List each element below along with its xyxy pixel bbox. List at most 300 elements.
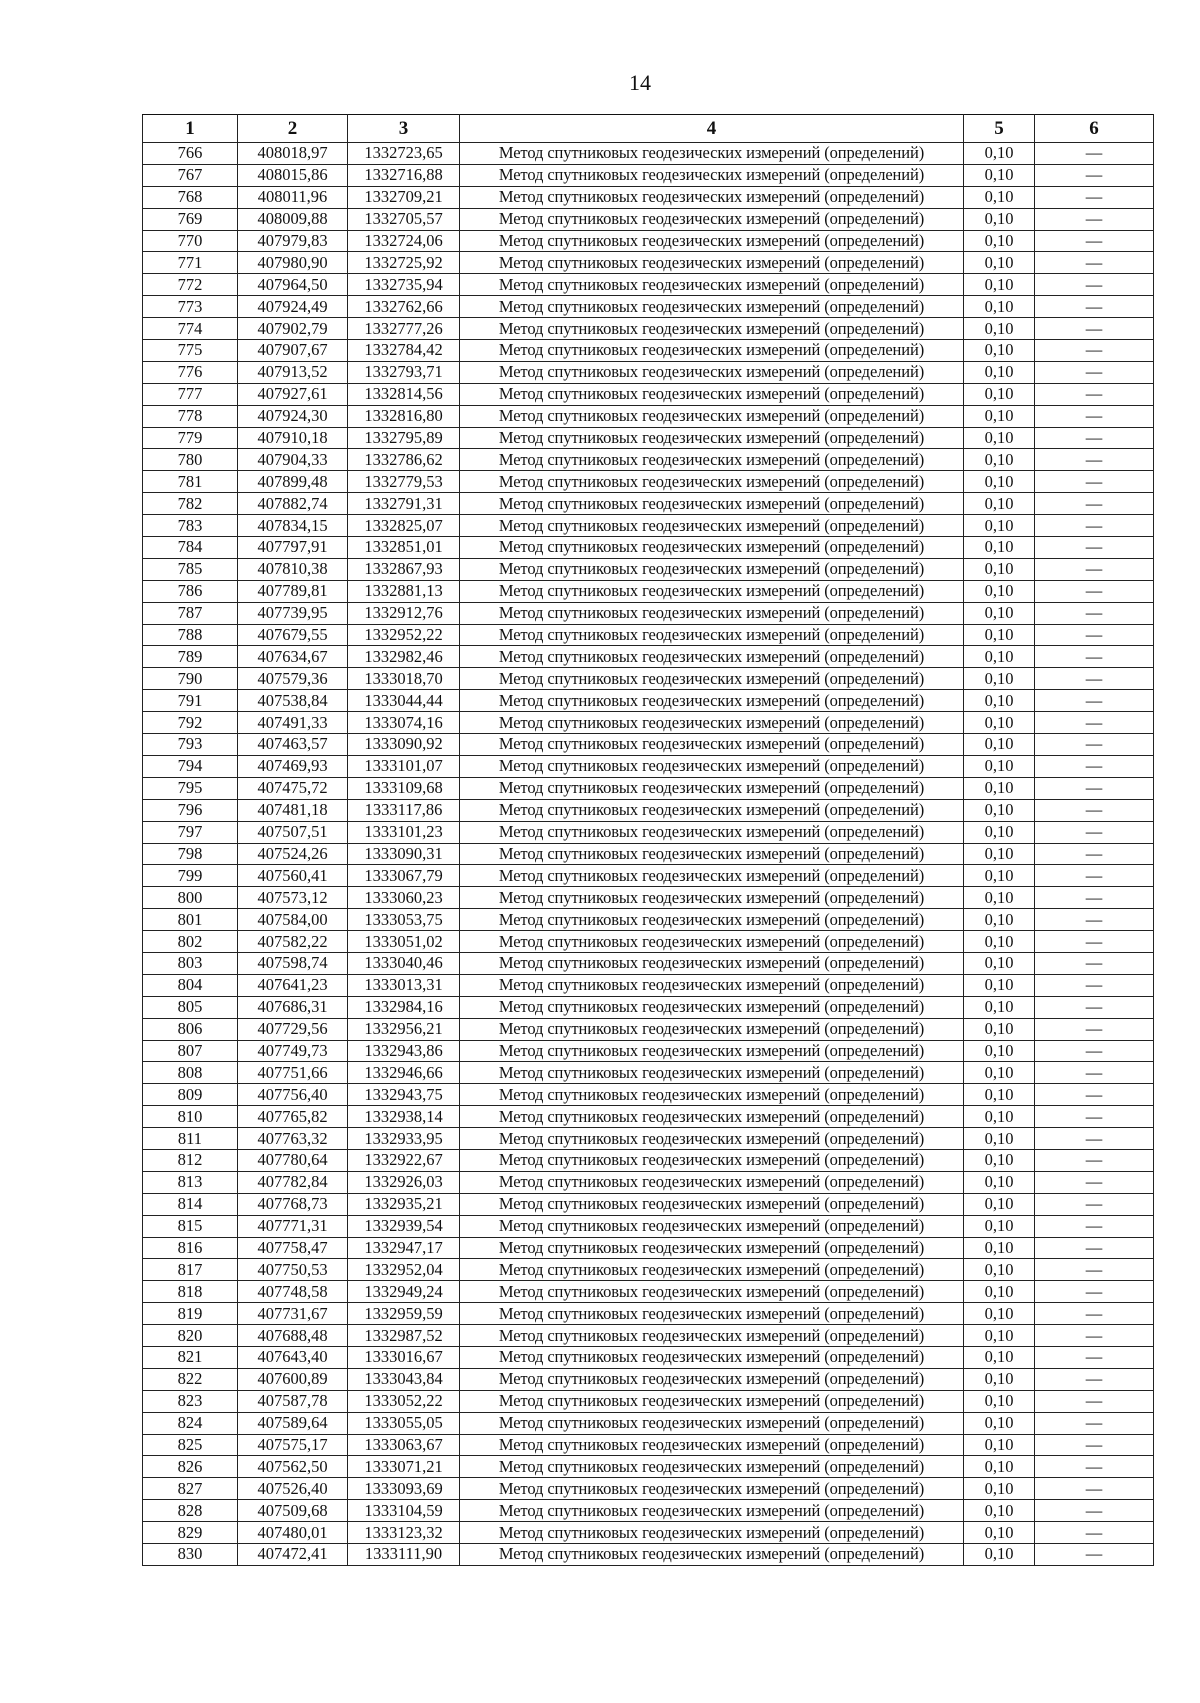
point-number-cell: 799: [143, 865, 238, 887]
accuracy-cell: 0,10: [964, 1259, 1035, 1281]
table-row: [143, 361, 1154, 383]
header-col-1: 1: [143, 115, 238, 143]
x-coordinate-cell: 407904,33: [238, 449, 348, 471]
y-coordinate-cell: 1332735,94: [348, 274, 460, 296]
y-coordinate-cell: 1333060,23: [348, 887, 460, 909]
y-coordinate-cell: 1332716,88: [348, 164, 460, 186]
method-cell: Метод спутниковых геодезических измерений (определений): [460, 1434, 964, 1456]
x-coordinate-cell: 407562,50: [238, 1456, 348, 1478]
method-cell: Метод спутниковых геодезических измерений (определений): [460, 690, 964, 712]
accuracy-cell: 0,10: [964, 843, 1035, 865]
y-coordinate-cell: 1332816,80: [348, 405, 460, 427]
point-number-cell: 786: [143, 580, 238, 602]
x-coordinate-cell: 407924,30: [238, 405, 348, 427]
accuracy-cell: 0,10: [964, 734, 1035, 756]
table-row: [143, 1522, 1154, 1544]
table-row: [143, 164, 1154, 186]
method-cell: Метод спутниковых геодезических измерений (определений): [460, 1149, 964, 1171]
accuracy-cell: 0,10: [964, 1500, 1035, 1522]
accuracy-cell: 0,10: [964, 340, 1035, 362]
y-coordinate-cell: 1332777,26: [348, 318, 460, 340]
y-coordinate-cell: 1333111,90: [348, 1544, 460, 1566]
point-number-cell: 806: [143, 1018, 238, 1040]
note-cell: —: [1035, 186, 1154, 208]
table-row: [143, 471, 1154, 493]
note-cell: —: [1035, 602, 1154, 624]
note-cell: —: [1035, 1062, 1154, 1084]
note-cell: —: [1035, 164, 1154, 186]
y-coordinate-cell: 1332947,17: [348, 1237, 460, 1259]
note-cell: —: [1035, 296, 1154, 318]
x-coordinate-cell: 407587,78: [238, 1390, 348, 1412]
method-cell: Метод спутниковых геодезических измерений (определений): [460, 646, 964, 668]
point-number-cell: 810: [143, 1106, 238, 1128]
x-coordinate-cell: 407463,57: [238, 734, 348, 756]
accuracy-cell: 0,10: [964, 515, 1035, 537]
method-cell: Метод спутниковых геодезических измерений (определений): [460, 1303, 964, 1325]
table-row: [143, 1215, 1154, 1237]
note-cell: —: [1035, 405, 1154, 427]
x-coordinate-cell: 407686,31: [238, 996, 348, 1018]
method-cell: Метод спутниковых геодезических измерений (определений): [460, 843, 964, 865]
accuracy-cell: 0,10: [964, 427, 1035, 449]
accuracy-cell: 0,10: [964, 755, 1035, 777]
table-row: [143, 887, 1154, 909]
x-coordinate-cell: 408015,86: [238, 164, 348, 186]
method-cell: Метод спутниковых геодезических измерений (определений): [460, 865, 964, 887]
table-row: [143, 996, 1154, 1018]
method-cell: Метод спутниковых геодезических измерений (определений): [460, 974, 964, 996]
table-row: [143, 931, 1154, 953]
table-row: [143, 558, 1154, 580]
accuracy-cell: 0,10: [964, 1412, 1035, 1434]
table-row: [143, 646, 1154, 668]
y-coordinate-cell: 1332982,46: [348, 646, 460, 668]
method-cell: Метод спутниковых геодезических измерений (определений): [460, 471, 964, 493]
table-row: [143, 1544, 1154, 1566]
accuracy-cell: 0,10: [964, 777, 1035, 799]
y-coordinate-cell: 1333040,46: [348, 952, 460, 974]
x-coordinate-cell: 407765,82: [238, 1106, 348, 1128]
x-coordinate-cell: 407750,53: [238, 1259, 348, 1281]
method-cell: Метод спутниковых геодезических измерений (определений): [460, 318, 964, 340]
table-row: [143, 952, 1154, 974]
y-coordinate-cell: 1332795,89: [348, 427, 460, 449]
point-number-cell: 824: [143, 1412, 238, 1434]
method-cell: Метод спутниковых геодезических измерений (определений): [460, 383, 964, 405]
method-cell: Метод спутниковых геодезических измерений (определений): [460, 274, 964, 296]
note-cell: —: [1035, 580, 1154, 602]
y-coordinate-cell: 1332762,66: [348, 296, 460, 318]
table-header: [143, 115, 1154, 143]
header-row: [143, 115, 1154, 143]
point-number-cell: 830: [143, 1544, 238, 1566]
accuracy-cell: 0,10: [964, 143, 1035, 165]
table-row: [143, 427, 1154, 449]
y-coordinate-cell: 1333090,31: [348, 843, 460, 865]
x-coordinate-cell: 407780,64: [238, 1149, 348, 1171]
x-coordinate-cell: 407491,33: [238, 712, 348, 734]
table-row: [143, 449, 1154, 471]
note-cell: —: [1035, 252, 1154, 274]
point-number-cell: 796: [143, 799, 238, 821]
point-number-cell: 807: [143, 1040, 238, 1062]
point-number-cell: 794: [143, 755, 238, 777]
x-coordinate-cell: 407913,52: [238, 361, 348, 383]
note-cell: —: [1035, 1456, 1154, 1478]
x-coordinate-cell: 407797,91: [238, 537, 348, 559]
method-cell: Метод спутниковых геодезических измерений (определений): [460, 449, 964, 471]
point-number-cell: 785: [143, 558, 238, 580]
point-number-cell: 809: [143, 1084, 238, 1106]
method-cell: Метод спутниковых геодезических измерений (определений): [460, 668, 964, 690]
point-number-cell: 798: [143, 843, 238, 865]
coordinates-table: [142, 114, 1154, 1566]
point-number-cell: 805: [143, 996, 238, 1018]
table-row: [143, 777, 1154, 799]
accuracy-cell: 0,10: [964, 1281, 1035, 1303]
y-coordinate-cell: 1333051,02: [348, 931, 460, 953]
table-row: [143, 1193, 1154, 1215]
method-cell: Метод спутниковых геодезических измерений (определений): [460, 493, 964, 515]
point-number-cell: 781: [143, 471, 238, 493]
point-number-cell: 777: [143, 383, 238, 405]
x-coordinate-cell: 407763,32: [238, 1128, 348, 1150]
x-coordinate-cell: 407907,67: [238, 340, 348, 362]
x-coordinate-cell: 407472,41: [238, 1544, 348, 1566]
table-row: [143, 865, 1154, 887]
table-row: [143, 493, 1154, 515]
note-cell: —: [1035, 1281, 1154, 1303]
point-number-cell: 779: [143, 427, 238, 449]
y-coordinate-cell: 1332723,65: [348, 143, 460, 165]
note-cell: —: [1035, 1500, 1154, 1522]
table-row: [143, 230, 1154, 252]
table-row: [143, 580, 1154, 602]
note-cell: —: [1035, 1128, 1154, 1150]
note-cell: —: [1035, 1106, 1154, 1128]
accuracy-cell: 0,10: [964, 296, 1035, 318]
x-coordinate-cell: 407582,22: [238, 931, 348, 953]
table-row: [143, 1412, 1154, 1434]
note-cell: —: [1035, 668, 1154, 690]
point-number-cell: 771: [143, 252, 238, 274]
point-number-cell: 820: [143, 1325, 238, 1347]
accuracy-cell: 0,10: [964, 1325, 1035, 1347]
point-number-cell: 828: [143, 1500, 238, 1522]
x-coordinate-cell: 407469,93: [238, 755, 348, 777]
x-coordinate-cell: 407748,58: [238, 1281, 348, 1303]
x-coordinate-cell: 408018,97: [238, 143, 348, 165]
method-cell: Метод спутниковых геодезических измерений (определений): [460, 887, 964, 909]
note-cell: —: [1035, 1346, 1154, 1368]
y-coordinate-cell: 1333013,31: [348, 974, 460, 996]
point-number-cell: 782: [143, 493, 238, 515]
y-coordinate-cell: 1333053,75: [348, 909, 460, 931]
method-cell: Метод спутниковых геодезических измерений (определений): [460, 734, 964, 756]
table-row: [143, 1106, 1154, 1128]
table-row: [143, 1149, 1154, 1171]
point-number-cell: 826: [143, 1456, 238, 1478]
method-cell: Метод спутниковых геодезических измерений (определений): [460, 821, 964, 843]
table-row: [143, 734, 1154, 756]
point-number-cell: 780: [143, 449, 238, 471]
accuracy-cell: 0,10: [964, 208, 1035, 230]
note-cell: —: [1035, 1040, 1154, 1062]
note-cell: —: [1035, 427, 1154, 449]
table-row: [143, 1281, 1154, 1303]
method-cell: Метод спутниковых геодезических измерений (определений): [460, 1412, 964, 1434]
y-coordinate-cell: 1332949,24: [348, 1281, 460, 1303]
method-cell: Метод спутниковых геодезических измерений (определений): [460, 515, 964, 537]
y-coordinate-cell: 1332867,93: [348, 558, 460, 580]
table-row: [143, 1259, 1154, 1281]
method-cell: Метод спутниковых геодезических измерений (определений): [460, 1084, 964, 1106]
x-coordinate-cell: 407924,49: [238, 296, 348, 318]
header-col-5: 5: [964, 115, 1035, 143]
y-coordinate-cell: 1333043,84: [348, 1368, 460, 1390]
x-coordinate-cell: 407979,83: [238, 230, 348, 252]
method-cell: Метод спутниковых геодезических измерений (определений): [460, 1237, 964, 1259]
accuracy-cell: 0,10: [964, 1149, 1035, 1171]
y-coordinate-cell: 1333074,16: [348, 712, 460, 734]
table-row: [143, 537, 1154, 559]
y-coordinate-cell: 1333067,79: [348, 865, 460, 887]
table-row: [143, 383, 1154, 405]
y-coordinate-cell: 1333093,69: [348, 1478, 460, 1500]
accuracy-cell: 0,10: [964, 252, 1035, 274]
method-cell: Метод спутниковых геодезических измерений (определений): [460, 909, 964, 931]
y-coordinate-cell: 1332709,21: [348, 186, 460, 208]
method-cell: Метод спутниковых геодезических измерений (определений): [460, 1281, 964, 1303]
point-number-cell: 791: [143, 690, 238, 712]
method-cell: Метод спутниковых геодезических измерений (определений): [460, 712, 964, 734]
note-cell: —: [1035, 537, 1154, 559]
x-coordinate-cell: 407688,48: [238, 1325, 348, 1347]
y-coordinate-cell: 1332959,59: [348, 1303, 460, 1325]
x-coordinate-cell: 407526,40: [238, 1478, 348, 1500]
point-number-cell: 787: [143, 602, 238, 624]
y-coordinate-cell: 1332825,07: [348, 515, 460, 537]
x-coordinate-cell: 407579,36: [238, 668, 348, 690]
accuracy-cell: 0,10: [964, 821, 1035, 843]
note-cell: —: [1035, 558, 1154, 580]
header-col-2: 2: [238, 115, 348, 143]
note-cell: —: [1035, 340, 1154, 362]
accuracy-cell: 0,10: [964, 580, 1035, 602]
accuracy-cell: 0,10: [964, 361, 1035, 383]
y-coordinate-cell: 1333052,22: [348, 1390, 460, 1412]
table-row: [143, 668, 1154, 690]
note-cell: —: [1035, 865, 1154, 887]
method-cell: Метод спутниковых геодезических измерений (определений): [460, 1040, 964, 1062]
table-row: [143, 1434, 1154, 1456]
x-coordinate-cell: 407731,67: [238, 1303, 348, 1325]
x-coordinate-cell: 407739,95: [238, 602, 348, 624]
point-number-cell: 823: [143, 1390, 238, 1412]
y-coordinate-cell: 1333071,21: [348, 1456, 460, 1478]
x-coordinate-cell: 407758,47: [238, 1237, 348, 1259]
point-number-cell: 814: [143, 1193, 238, 1215]
method-cell: Метод спутниковых геодезических измерений (определений): [460, 602, 964, 624]
table-row: [143, 799, 1154, 821]
y-coordinate-cell: 1332939,54: [348, 1215, 460, 1237]
method-cell: Метод спутниковых геодезических измерений (определений): [460, 296, 964, 318]
y-coordinate-cell: 1332938,14: [348, 1106, 460, 1128]
accuracy-cell: 0,10: [964, 230, 1035, 252]
accuracy-cell: 0,10: [964, 646, 1035, 668]
x-coordinate-cell: 407751,66: [238, 1062, 348, 1084]
method-cell: Метод спутниковых геодезических измерений (определений): [460, 624, 964, 646]
table-row: [143, 1018, 1154, 1040]
table-row: [143, 690, 1154, 712]
y-coordinate-cell: 1332922,67: [348, 1149, 460, 1171]
x-coordinate-cell: 407789,81: [238, 580, 348, 602]
accuracy-cell: 0,10: [964, 996, 1035, 1018]
x-coordinate-cell: 407964,50: [238, 274, 348, 296]
x-coordinate-cell: 407560,41: [238, 865, 348, 887]
note-cell: —: [1035, 1478, 1154, 1500]
method-cell: Метод спутниковых геодезических измерений (определений): [460, 1544, 964, 1566]
table-row: [143, 974, 1154, 996]
x-coordinate-cell: 407643,40: [238, 1346, 348, 1368]
x-coordinate-cell: 407507,51: [238, 821, 348, 843]
y-coordinate-cell: 1332793,71: [348, 361, 460, 383]
header-col-4: 4: [460, 115, 964, 143]
note-cell: —: [1035, 318, 1154, 340]
method-cell: Метод спутниковых геодезических измерений (определений): [460, 186, 964, 208]
y-coordinate-cell: 1332987,52: [348, 1325, 460, 1347]
table-row: [143, 821, 1154, 843]
method-cell: Метод спутниковых геодезических измерений (определений): [460, 1478, 964, 1500]
y-coordinate-cell: 1333123,32: [348, 1522, 460, 1544]
accuracy-cell: 0,10: [964, 558, 1035, 580]
y-coordinate-cell: 1332946,66: [348, 1062, 460, 1084]
accuracy-cell: 0,10: [964, 887, 1035, 909]
table-row: [143, 274, 1154, 296]
note-cell: —: [1035, 821, 1154, 843]
accuracy-cell: 0,10: [964, 1106, 1035, 1128]
x-coordinate-cell: 407480,01: [238, 1522, 348, 1544]
accuracy-cell: 0,10: [964, 1303, 1035, 1325]
method-cell: Метод спутниковых геодезических измерений (определений): [460, 1346, 964, 1368]
table-row: [143, 843, 1154, 865]
method-cell: Метод спутниковых геодезических измерений (определений): [460, 996, 964, 1018]
table-row: [143, 1084, 1154, 1106]
method-cell: Метод спутниковых геодезических измерений (определений): [460, 361, 964, 383]
x-coordinate-cell: 407729,56: [238, 1018, 348, 1040]
x-coordinate-cell: 408009,88: [238, 208, 348, 230]
note-cell: —: [1035, 1084, 1154, 1106]
table-row: [143, 755, 1154, 777]
method-cell: Метод спутниковых геодезических измерений (определений): [460, 164, 964, 186]
accuracy-cell: 0,10: [964, 1128, 1035, 1150]
x-coordinate-cell: 407899,48: [238, 471, 348, 493]
note-cell: —: [1035, 1018, 1154, 1040]
x-coordinate-cell: 407538,84: [238, 690, 348, 712]
y-coordinate-cell: 1332952,04: [348, 1259, 460, 1281]
note-cell: —: [1035, 515, 1154, 537]
note-cell: —: [1035, 712, 1154, 734]
note-cell: —: [1035, 646, 1154, 668]
note-cell: —: [1035, 1193, 1154, 1215]
point-number-cell: 778: [143, 405, 238, 427]
note-cell: —: [1035, 493, 1154, 515]
method-cell: Метод спутниковых геодезических измерений (определений): [460, 1456, 964, 1478]
method-cell: Метод спутниковых геодезических измерений (определений): [460, 340, 964, 362]
point-number-cell: 817: [143, 1259, 238, 1281]
x-coordinate-cell: 407481,18: [238, 799, 348, 821]
y-coordinate-cell: 1332705,57: [348, 208, 460, 230]
note-cell: —: [1035, 843, 1154, 865]
y-coordinate-cell: 1332791,31: [348, 493, 460, 515]
point-number-cell: 816: [143, 1237, 238, 1259]
accuracy-cell: 0,10: [964, 186, 1035, 208]
note-cell: —: [1035, 1390, 1154, 1412]
x-coordinate-cell: 407782,84: [238, 1171, 348, 1193]
accuracy-cell: 0,10: [964, 1456, 1035, 1478]
method-cell: Метод спутниковых геодезических измерений (определений): [460, 1128, 964, 1150]
point-number-cell: 808: [143, 1062, 238, 1084]
y-coordinate-cell: 1332814,56: [348, 383, 460, 405]
accuracy-cell: 0,10: [964, 405, 1035, 427]
table-row: [143, 1040, 1154, 1062]
accuracy-cell: 0,10: [964, 1478, 1035, 1500]
accuracy-cell: 0,10: [964, 712, 1035, 734]
table-row: [143, 318, 1154, 340]
note-cell: —: [1035, 974, 1154, 996]
accuracy-cell: 0,10: [964, 537, 1035, 559]
accuracy-cell: 0,10: [964, 1522, 1035, 1544]
point-number-cell: 815: [143, 1215, 238, 1237]
accuracy-cell: 0,10: [964, 1193, 1035, 1215]
x-coordinate-cell: 407902,79: [238, 318, 348, 340]
point-number-cell: 825: [143, 1434, 238, 1456]
x-coordinate-cell: 407600,89: [238, 1368, 348, 1390]
method-cell: Метод спутниковых геодезических измерений (определений): [460, 1215, 964, 1237]
point-number-cell: 811: [143, 1128, 238, 1150]
method-cell: Метод спутниковых геодезических измерений (определений): [460, 1368, 964, 1390]
accuracy-cell: 0,10: [964, 668, 1035, 690]
note-cell: —: [1035, 143, 1154, 165]
point-number-cell: 795: [143, 777, 238, 799]
table-row: [143, 1478, 1154, 1500]
note-cell: —: [1035, 1303, 1154, 1325]
x-coordinate-cell: 407598,74: [238, 952, 348, 974]
table-row: [143, 405, 1154, 427]
note-cell: —: [1035, 1412, 1154, 1434]
accuracy-cell: 0,10: [964, 1237, 1035, 1259]
method-cell: Метод спутниковых геодезических измерений (определений): [460, 558, 964, 580]
y-coordinate-cell: 1332881,13: [348, 580, 460, 602]
point-number-cell: 819: [143, 1303, 238, 1325]
note-cell: —: [1035, 1434, 1154, 1456]
x-coordinate-cell: 407980,90: [238, 252, 348, 274]
note-cell: —: [1035, 909, 1154, 931]
accuracy-cell: 0,10: [964, 1544, 1035, 1566]
note-cell: —: [1035, 449, 1154, 471]
x-coordinate-cell: 407573,12: [238, 887, 348, 909]
accuracy-cell: 0,10: [964, 931, 1035, 953]
y-coordinate-cell: 1332926,03: [348, 1171, 460, 1193]
accuracy-cell: 0,10: [964, 164, 1035, 186]
x-coordinate-cell: 407768,73: [238, 1193, 348, 1215]
point-number-cell: 800: [143, 887, 238, 909]
x-coordinate-cell: 407771,31: [238, 1215, 348, 1237]
y-coordinate-cell: 1332725,92: [348, 252, 460, 274]
point-number-cell: 784: [143, 537, 238, 559]
accuracy-cell: 0,10: [964, 274, 1035, 296]
